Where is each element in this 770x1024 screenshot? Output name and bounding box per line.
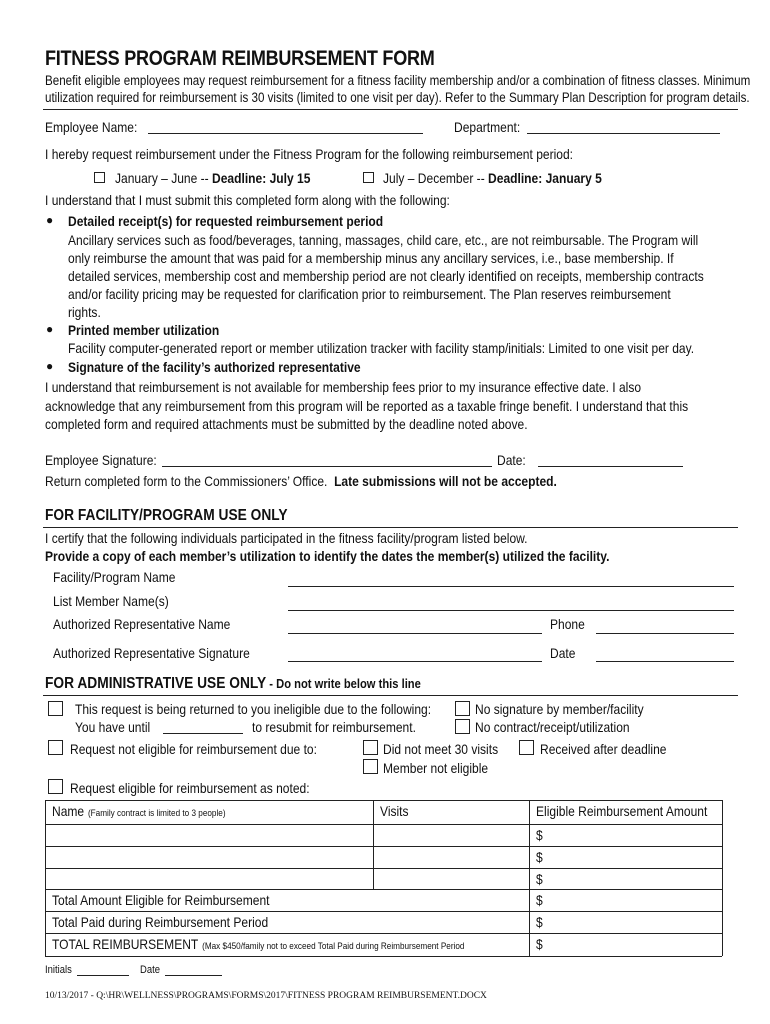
period-jan-jun	[115, 170, 310, 186]
period-jul-dec-label: July – December --	[383, 170, 489, 186]
table-border	[45, 824, 722, 825]
member-not-eligible-label: Member not eligible	[383, 760, 489, 776]
member-names-label: List Member Name(s)	[53, 593, 169, 609]
returned-text: This request is being returned to you ineligible due to the following:	[75, 701, 432, 717]
table-border	[45, 933, 722, 934]
requirement-receipts-line: detailed services, membership cost and membership period are not clearly identified on receipts, membership contracts	[68, 268, 704, 284]
employee-date-field[interactable]	[538, 466, 683, 467]
employee-date-label: Date:	[497, 452, 526, 468]
period-jul-dec-deadline: Deadline: January 5	[488, 170, 602, 186]
until-text: You have until	[75, 719, 151, 735]
acknowledgement-line: completed form and required attachments must be submitted by the deadline noted above.	[45, 416, 528, 432]
header-divider	[43, 109, 738, 110]
return-text: Return completed form to the Commissioners’ Office.	[45, 473, 328, 489]
admin-heading-note: - Do not write below this line	[266, 676, 421, 691]
understand-text: I understand that I must submit this completed form along with the following:	[45, 192, 450, 208]
requirement-receipts-line: and/or facility pricing may be requested for clarification prior to reimbursement. The Plan reserves reimbursement	[68, 286, 671, 302]
total-reimbursement-label: TOTAL REIMBURSEMENT	[52, 936, 199, 952]
form-title: FITNESS PROGRAM REIMBURSEMENT FORM	[45, 47, 435, 70]
facility-name-label: Facility/Program Name	[53, 569, 176, 585]
document-path: 10/13/2017 - Q:\HR\WELLNESS\PROGRAMS\FORMS\2017\FITNESS PROGRAM REIMBURSEMENT.DOCX	[45, 991, 487, 1001]
requirement-utilization-line: Facility computer-generated report or member utilization tracker with facility stamp/initials: Limited to one visit per day.	[68, 340, 695, 356]
rep-signature-label: Authorized Representative Signature	[53, 645, 250, 661]
not-eligible-text: Request not eligible for reimbursement due to:	[70, 741, 317, 757]
period-jul-dec	[383, 170, 602, 186]
period-jul-dec-checkbox[interactable]	[363, 172, 374, 183]
provide-text: Provide a copy of each member’s utilization to identify the dates the member(s) utilized the facility.	[45, 548, 610, 564]
phone-field[interactable]	[596, 633, 734, 634]
employee-name-field[interactable]	[148, 133, 423, 134]
footer-date-label: Date	[140, 964, 160, 976]
intro-line-2: utilization required for reimbursement is 30 visits (limited to one visit per day). Refer to the Summary Plan Description for program details.	[45, 90, 750, 105]
return-instructions	[45, 473, 557, 489]
amount-dollar: $	[536, 936, 543, 952]
no-contract-checkbox[interactable]	[455, 719, 470, 734]
certify-text: I certify that the following individuals participated in the fitness facility/program listed below.	[45, 530, 528, 546]
eligible-checkbox[interactable]	[48, 779, 63, 794]
employee-name-label: Employee Name:	[45, 119, 138, 135]
requirement-utilization-title: Printed member utilization	[68, 322, 220, 338]
amount-dollar: $	[536, 914, 543, 930]
requirement-signature-title: Signature of the facility’s authorized representative	[68, 359, 361, 375]
facility-date-label: Date	[550, 645, 576, 661]
employee-signature-field[interactable]	[162, 466, 492, 467]
resubmit-date-field[interactable]	[163, 733, 243, 734]
rep-name-field[interactable]	[288, 633, 542, 634]
col-name-label: Name	[52, 803, 85, 819]
col-visits-header: Visits	[380, 803, 409, 819]
acknowledgement-line: I understand that reimbursement is not available for membership fees prior to my insurance effective date. I also	[45, 379, 642, 395]
acknowledgement-line: acknowledge that any reimbursement from this program will be reported as a taxable fringe benefit. I understand that this	[45, 398, 689, 414]
after-deadline-checkbox[interactable]	[519, 740, 534, 755]
employee-signature-label: Employee Signature:	[45, 452, 157, 468]
rep-name-label: Authorized Representative Name	[53, 616, 231, 632]
not-30-visits-checkbox[interactable]	[363, 740, 378, 755]
member-names-field[interactable]	[288, 610, 734, 611]
period-jan-jun-deadline: Deadline: July 15	[212, 170, 311, 186]
total-reimbursement-note: (Max $450/family not to exceed Total Paid during Reimbursement Period	[202, 941, 465, 952]
no-contract-label: No contract/receipt/utilization	[475, 719, 630, 735]
footer-date-field[interactable]	[165, 975, 222, 976]
after-deadline-label: Received after deadline	[540, 741, 667, 757]
returned-checkbox[interactable]	[48, 701, 63, 716]
bullet-icon: ●	[46, 322, 54, 336]
amount-dollar: $	[536, 849, 543, 865]
total-reimbursement-row	[52, 936, 464, 954]
not-eligible-checkbox[interactable]	[48, 740, 63, 755]
col-amount-header: Eligible Reimbursement Amount	[536, 803, 708, 819]
table-border	[529, 800, 530, 956]
amount-dollar: $	[536, 892, 543, 908]
facility-name-field[interactable]	[288, 586, 734, 587]
requirement-receipts-line: only reimburse the amount that was paid for a membership minus any ancillary services, i.e., base membership. If	[68, 250, 674, 266]
facility-date-field[interactable]	[596, 661, 734, 662]
no-signature-checkbox[interactable]	[455, 701, 470, 716]
initials-label: Initials	[45, 964, 72, 976]
requirement-receipts-line: rights.	[68, 304, 101, 320]
bullet-icon: ●	[46, 213, 54, 227]
admin-heading-row	[45, 675, 421, 693]
no-signature-label: No signature by member/facility	[475, 701, 644, 717]
col-name-note: (Family contract is limited to 3 people)	[87, 808, 226, 819]
phone-label: Phone	[550, 616, 585, 632]
total-paid-label: Total Paid during Reimbursement Period	[52, 914, 269, 930]
department-field[interactable]	[527, 133, 720, 134]
admin-heading: FOR ADMINISTRATIVE USE ONLY	[45, 675, 267, 692]
admin-divider	[43, 695, 738, 696]
not-30-visits-label: Did not meet 30 visits	[383, 741, 499, 757]
table-border	[45, 868, 722, 869]
facility-divider	[43, 527, 738, 528]
request-text: I hereby request reimbursement under the Fitness Program for the following reimbursement period:	[45, 146, 574, 162]
table-border	[45, 800, 46, 956]
member-not-eligible-checkbox[interactable]	[363, 759, 378, 774]
col-name-header	[52, 803, 226, 821]
intro-line-1: Benefit eligible employees may request reimbursement for a fitness facility membership and/or a combination of fitness classes. Minimum	[45, 73, 751, 88]
table-border	[722, 800, 723, 956]
bullet-icon: ●	[46, 359, 54, 373]
period-jan-jun-checkbox[interactable]	[94, 172, 105, 183]
table-border	[45, 889, 722, 890]
initials-field[interactable]	[77, 975, 129, 976]
department-label: Department:	[454, 119, 521, 135]
resubmit-text: to resubmit for reimbursement.	[252, 719, 416, 735]
facility-heading: FOR FACILITY/PROGRAM USE ONLY	[45, 507, 288, 524]
late-text: Late submissions will not be accepted.	[334, 473, 557, 489]
amount-dollar: $	[536, 871, 543, 887]
table-border	[45, 956, 722, 957]
total-eligible-label: Total Amount Eligible for Reimbursement	[52, 892, 270, 908]
requirement-receipts-title: Detailed receipt(s) for requested reimbursement period	[68, 213, 384, 229]
eligible-text: Request eligible for reimbursement as noted:	[70, 780, 310, 796]
table-border	[45, 800, 722, 801]
table-border	[373, 800, 374, 889]
rep-signature-field[interactable]	[288, 661, 542, 662]
table-border	[45, 911, 722, 912]
period-jan-jun-label: January – June --	[115, 170, 213, 186]
requirement-receipts-line: Ancillary services such as food/beverages, tanning, massages, child care, etc., are not reimbursable. The Program will	[68, 232, 699, 248]
table-border	[45, 846, 722, 847]
amount-dollar: $	[536, 827, 543, 843]
